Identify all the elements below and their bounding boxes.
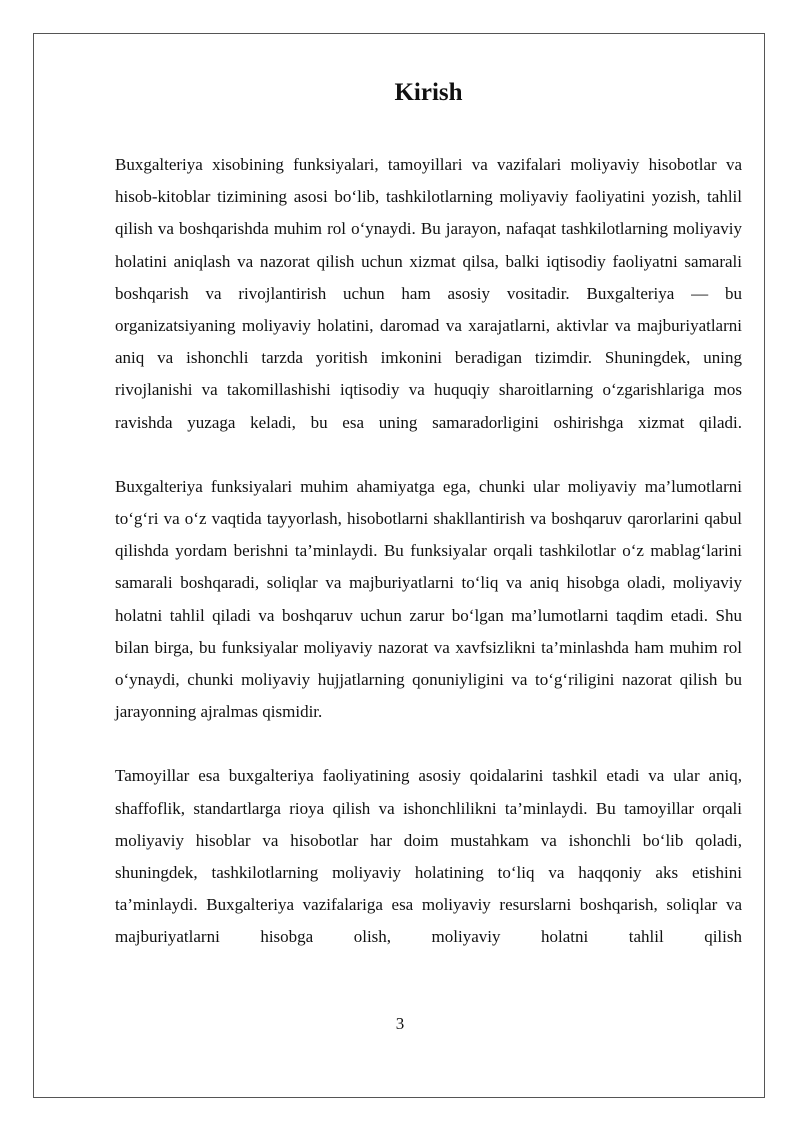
page-title: Kirish <box>394 79 463 106</box>
paragraph-functions: Buxgalteriya funksiyalari muhim ahamiyatga ega, chunki ular moliyaviy ma’lumotlarni to‘g‘ri va o‘z vaqtida tayyorlash, hisobotlarni shakllantirish va boshqaruv qarorlarini qabul qilishda yordam berishni ta’minlaydi. Bu funksiyalar orqali tashkilotlar o‘z mablag‘larini samarali boshqaradi, soliqlar va majburiyatlarni to‘liq va aniq hisobga oladi, moliyaviy holatni tahlil qiladi va boshqaruv uchun zarur bo‘lgan ma’lumotlarni taqdim etadi. Shu bilan birga, bu funksiyalar moliyaviy nazorat va xavfsizlikni ta’minlashda ham muhim rol o‘ynaydi, chunki moliyaviy hujjatlarning qonuniyligini va to‘g‘riligini nazorat qilish bu jarayonning ajralmas qismidir. <box>115 476 742 722</box>
paragraph-principles: Tamoyillar esa buxgalteriya faoliyatining asosiy qoidalarini tashkil etadi va ular aniq, shaffoflik, standartlarga rioya qilish va ishonchlilikni ta’minlaydi. Bu tamoyillar orqali moliyaviy hisoblar va hisobotlar har doim mustahkam va ishonchli bo‘lib qoladi, shuningdek, tashkilotlarning moliyaviy holatining to‘liq va haqqoniy aks etishini ta’minlaydi. Buxgalteriya vazifalariga esa moliyaviy resurslarni boshqarish, soliqlar va majburiyatlarni hisobga olish, moliyaviy holatni tahlil qilish <box>115 766 742 947</box>
page-number: 3 <box>395 1014 405 1033</box>
document-content <box>115 70 742 954</box>
paragraph-intro: Buxgalteriya xisobining funksiyalari, tamoyillari va vazifalari moliyaviy hisobotlar va hisob-kitoblar tizimining asosi bo‘lib, tashkilotlarning moliyaviy faoliyatini yozish, tahlil qilish va boshqarishda muhim rol o‘ynaydi. Bu jarayon, nafaqat tashkilotlarning moliyaviy holatini aniqlash va nazorat qilish uchun xizmat qilsa, balki iqtisodiy faoliyatni samarali boshqarish va rivojlantirish uchun ham asosiy vositadir. Buxgalteriya — bu organizatsiyaning moliyaviy holatini, daromad va xarajatlarni, aktivlar va majburiyatlarni aniq va ishonchli tarzda yoritish imkonini beradigan tizimdir. Shuningdek, uning rivojlanishi va takomillashishi iqtisodiy va huquqiy sharoitlarning o‘zgarishlariga mos ravishda yuzaga keladi, bu esa uning samaradorligini oshirishga xizmat qiladi. <box>115 155 742 432</box>
document-body <box>115 149 742 954</box>
